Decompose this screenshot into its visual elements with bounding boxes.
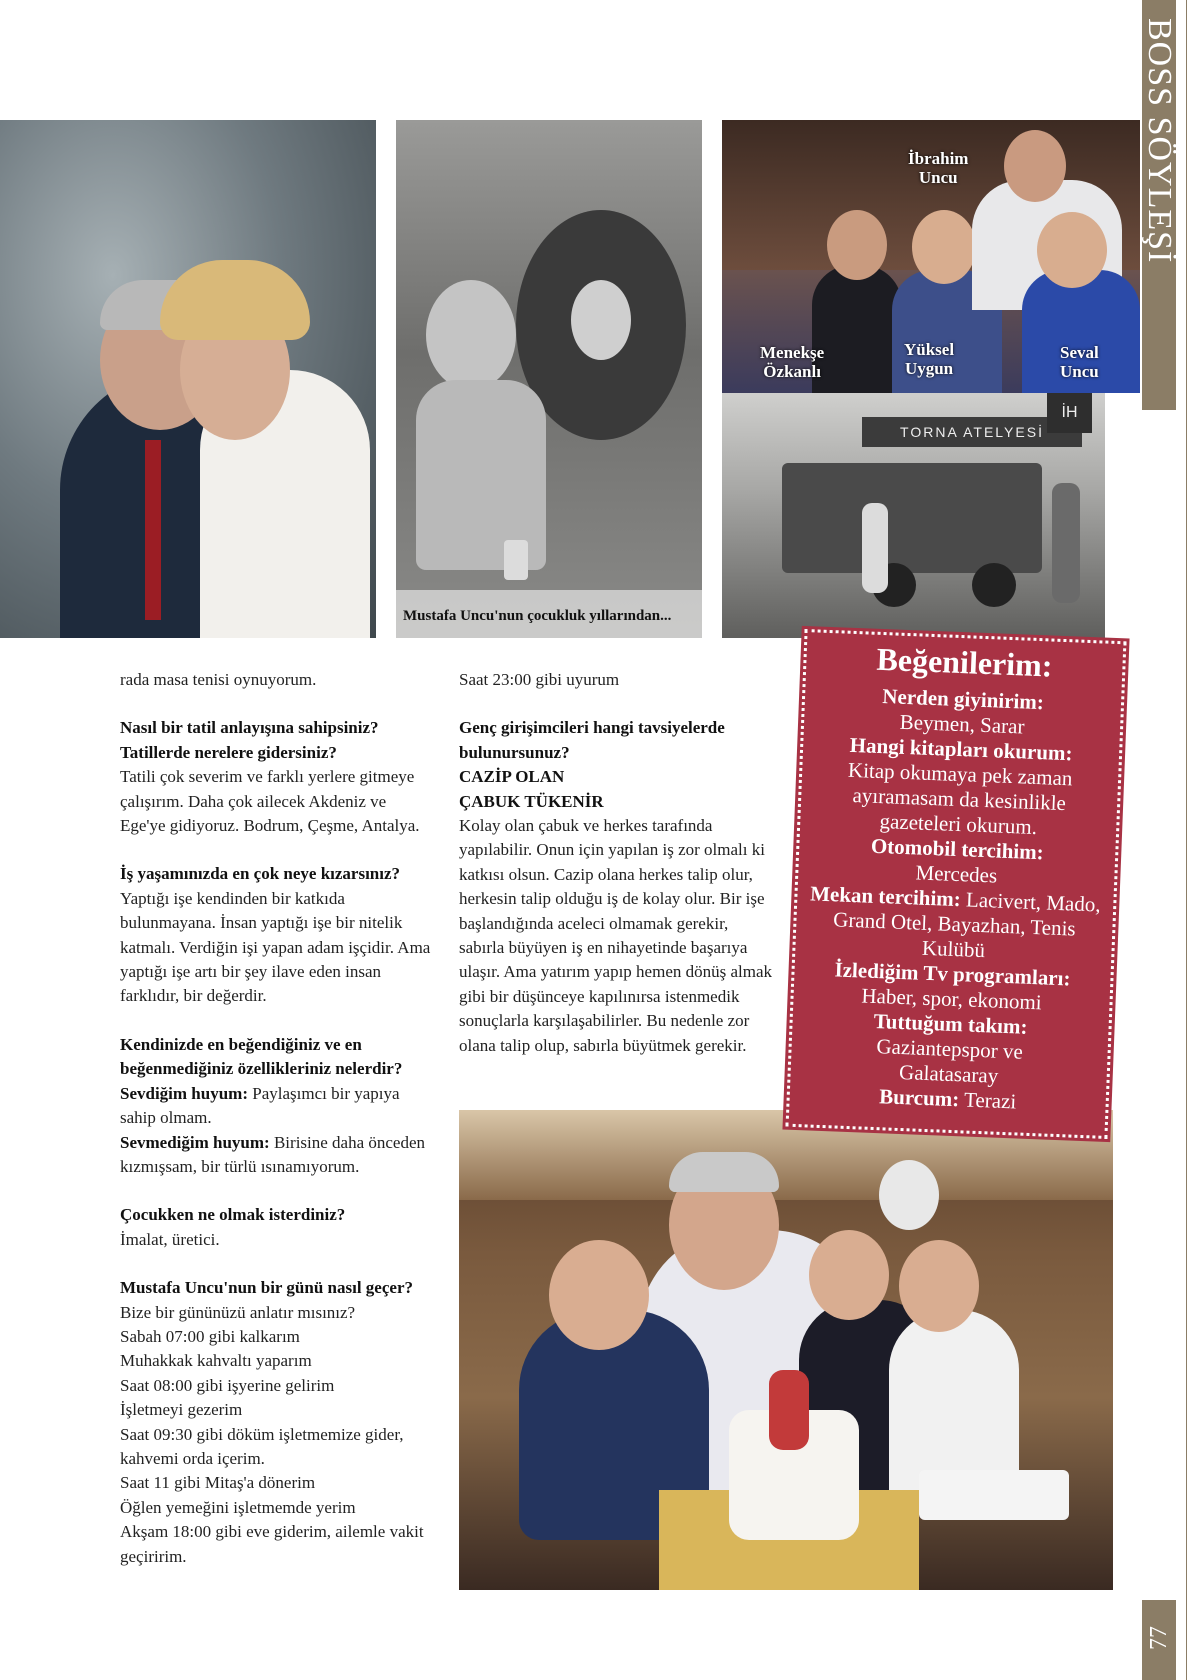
label-seval-name: Seval: [1060, 343, 1099, 362]
truck-wheel-2: [972, 563, 1016, 607]
like-value: Mercedes: [915, 860, 998, 888]
question-advice: Genç girişimcileri hangi tavsiyelerde bulunursunuz?: [459, 718, 725, 762]
day-item: Saat 11 gibi Mitaş'a dönerim: [120, 1473, 316, 1493]
answer-childhood: İmalat, üretici.: [120, 1229, 220, 1249]
photo-childhood: [396, 120, 702, 638]
truck-shape: [782, 463, 1042, 573]
advice-heading-2: ÇABUK TÜKENİR: [459, 791, 604, 811]
no-smoking-sign: [879, 1160, 939, 1230]
label-seval: [1060, 343, 1099, 381]
likes-title: Beğenilerim:: [875, 640, 1054, 684]
child-face-shape: [426, 280, 516, 390]
menekse-face-shape: [827, 210, 887, 280]
question-day: [120, 1276, 434, 1325]
answer-vacation: Tatili çok severim ve farklı yerlere gitmeye çalışırım. Daha çok ailecek Akdeniz ve Ege'ye gidiyoruz. Bodrum, Çeşme, Antalya.: [120, 767, 420, 836]
atelier-sign: TORNA ATELYESİ: [862, 417, 1082, 447]
like-label-text: Hangi kitapları okurum:: [849, 732, 1073, 766]
label-yuksel-surname: Uygun: [904, 359, 954, 378]
day-item: Akşam 18:00 gibi eve giderim, ailemle vakit geçiririm.: [120, 1522, 424, 1566]
col2-lead: Saat 23:00 gibi uyurum: [459, 670, 620, 689]
section-label-bold: BOSS: [1141, 18, 1178, 108]
boy-face-shape: [549, 1240, 649, 1350]
advice-heading-1: CAZİP OLAN: [459, 767, 565, 787]
like-label-text: Mekan tercihim:: [809, 881, 962, 912]
label-liked-trait: Sevdiğim huyum:: [120, 1083, 248, 1103]
day-item: Sabah 07:00 gibi kalkarım: [120, 1326, 300, 1346]
likes-content: [783, 626, 1129, 1118]
label-yuksel-name: Yüksel: [904, 340, 955, 359]
page-number: 77: [1146, 1626, 1172, 1650]
question-day-rest: Bize bir gününüzü anlatır mısınız?: [120, 1302, 356, 1322]
wheel-hub-shape: [571, 280, 631, 360]
woman-hair-shape: [160, 260, 310, 340]
answer-advice: Kolay olan çabuk ve herkes tarafında yapılabilir. Onun için yapılan iş zor olmalı ki katkısı olsun. Cazip olana herkes talip olur, herkesin talip olduğu iş de kolay olur. Bir işe başlandığında aceleci olmamak gerekir, sabırla büyüyen iş en nihayetinde başarıya ulaşır. Ama yatırım yapıp hemen dönüş almak gibi bir düşünceye kapılınırsa istenmedik sonuçlarla karşılaşabilirler. Bu nedenle zor olana talip olup, sabırla büyütmek gerekir.: [459, 816, 773, 1055]
like-value: Beymen, Sarar: [899, 709, 1025, 739]
child-figure-shape: [862, 503, 888, 593]
menekse-body-shape: [812, 265, 902, 393]
col1-lead: rada masa tenisi oynuyorum.: [120, 670, 317, 689]
label-ibrahim-name: İbrahim: [908, 149, 969, 168]
like-value-text: Terazi: [963, 1087, 1017, 1114]
man-figure-shape: [1052, 483, 1080, 603]
answer-anger: Yaptığı işe kendinden bir katkıda bulunmayana. İnsan yaptığı işe bir nitelik katmalı. Verdiğin işi yapan adam işçidir. Ama yaptığı işe artı bir şey ilave eden insan farklıdır, bir değerdir.: [120, 888, 431, 1006]
like-label-text: Otomobil tercihim:: [870, 833, 1045, 865]
cake-figure-shape: [769, 1370, 809, 1450]
like-value-text: Lacivert, Mado, Grand Otel, Bayazhan, Tenis Kulübü: [832, 887, 1102, 963]
article-column-1: [120, 668, 434, 1569]
plate-shape: [919, 1470, 1069, 1520]
man-tie-shape: [145, 440, 161, 620]
yuksel-face-shape: [912, 210, 976, 284]
question-anger: İş yaşamınızda en çok neye kızarsınız?: [120, 864, 401, 884]
question-traits: Kendinizde en beğendiğiniz ve en beğenmediğiniz özellikleriniz nelerdir?: [120, 1034, 403, 1079]
question-day-bold: Mustafa Uncu'nun bir günü nasıl geçer?: [120, 1278, 413, 1298]
label-disliked-trait: Sevmediğim huyum:: [120, 1132, 270, 1152]
label-yuksel: [904, 340, 954, 378]
section-label: [1141, 18, 1178, 398]
text-disliked-trait: Birisine daha önceden kızmışsam, bir türlü ısınamıyorum.: [120, 1132, 426, 1176]
like-label-text: Nerden giyinirim:: [881, 684, 1045, 715]
label-menekse: [760, 343, 824, 381]
like-value: Haber, spor, ekonomi: [861, 983, 1043, 1015]
label-menekse-surname: Özkanlı: [763, 362, 821, 381]
label-ibrahim: [908, 149, 968, 187]
like-combined: [789, 881, 1120, 969]
label-ibrahim-surname: Uncu: [918, 168, 958, 187]
question-childhood: Çocukken ne olmak isterdiniz?: [120, 1205, 346, 1225]
photo-caption-childhood: Mustafa Uncu'nun çocukluk yıllarından...: [403, 608, 672, 624]
question-vacation: Nasıl bir tatil anlayışına sahipsiniz? Tatillerde nerelere gidersiniz?: [120, 718, 379, 762]
seval-face-shape: [1037, 212, 1107, 288]
like-label-text: Tuttuğum takım:: [873, 1008, 1028, 1039]
day-item: Öğlen yemeğini işletmemde yerim: [120, 1497, 356, 1517]
like-value: Kitap okumaya pek zaman ayıramasam da kesinlikle gazeteleri okurum.: [847, 757, 1073, 840]
like-value: Gaziantepspor ve Galatasaray: [876, 1034, 1024, 1088]
answer-traits-dislike: [120, 1131, 434, 1180]
side-rule: [1186, 0, 1187, 1680]
grandfather-hair-shape: [669, 1152, 779, 1192]
photo-atelier: [722, 393, 1105, 638]
like-label-text: Burcum:: [878, 1084, 960, 1112]
text-liked-trait: Paylaşımcı bir yapıya sahip olmam.: [120, 1083, 400, 1128]
atelier-sign-logo: İH: [1047, 393, 1092, 433]
tool-shape: [504, 540, 528, 580]
label-seval-surname: Uncu: [1060, 362, 1099, 381]
day-item: Saat 09:30 gibi döküm işletmemize gider, kahvemi orda içerim.: [120, 1424, 404, 1468]
like-label-text: İzlediğim Tv programları:: [834, 957, 1071, 991]
article-column-2: [459, 668, 773, 1058]
likes-box: [782, 626, 1129, 1142]
section-label-rest: SÖYLEŞİ: [1141, 116, 1178, 264]
day-item: İşletmeyi gezerim: [120, 1400, 243, 1420]
girl1-face-shape: [809, 1230, 889, 1320]
answer-traits-like: [120, 1082, 434, 1131]
day-item: Muhakkak kahvaltı yaparım: [120, 1351, 312, 1371]
girl2-face-shape: [899, 1240, 979, 1332]
photo-birthday: [459, 1110, 1113, 1590]
day-item: Saat 08:00 gibi işyerine gelirim: [120, 1375, 335, 1395]
ibrahim-face-shape: [1004, 130, 1066, 202]
photo-couple: [0, 120, 376, 638]
label-menekse-name: Menekşe: [760, 343, 825, 362]
